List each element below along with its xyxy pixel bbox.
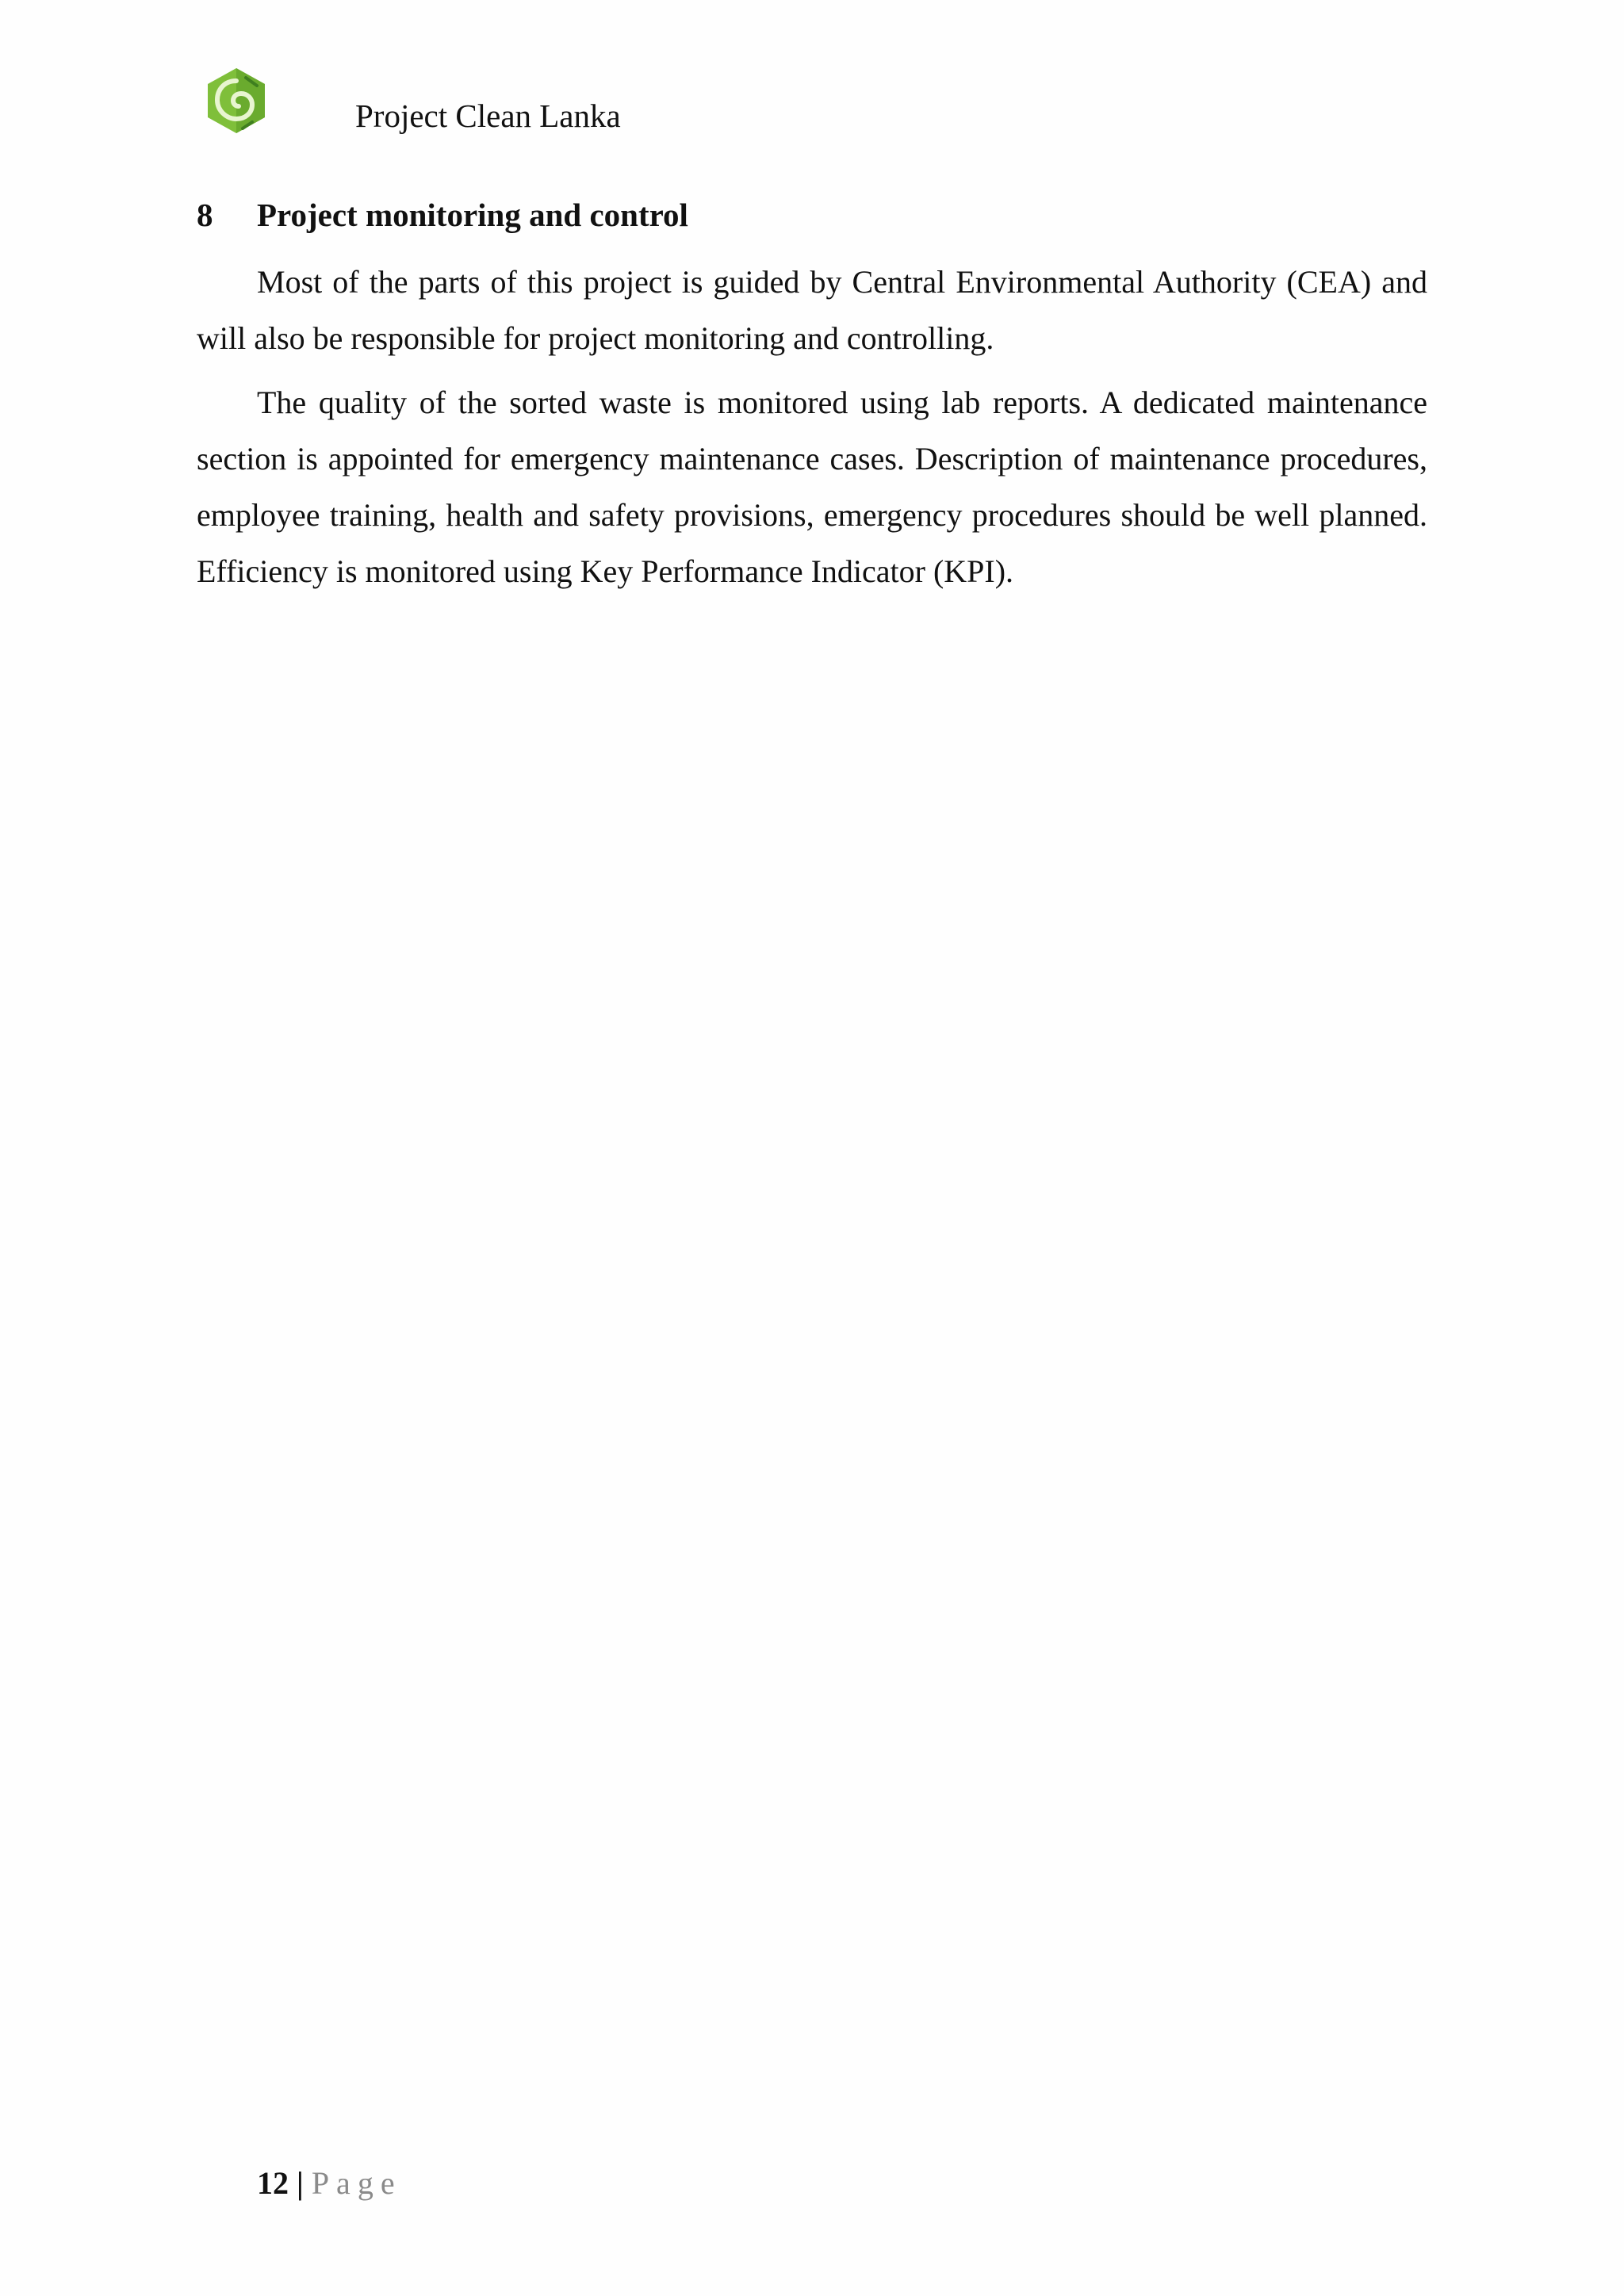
body-paragraph: Most of the parts of this project is guided by Central Environmental Authority (CEA) and will also be responsible for project monitoring and controlling. xyxy=(197,264,1427,356)
section-heading xyxy=(197,194,688,235)
page-label: Page xyxy=(311,2165,402,2201)
header-title: Project Clean Lanka xyxy=(355,98,621,134)
page-footer xyxy=(257,2163,402,2204)
footer-separator: | xyxy=(289,2165,312,2201)
project-logo-icon xyxy=(205,67,268,135)
section-title: Project monitoring and control xyxy=(257,197,688,233)
body-paragraph: The quality of the sorted waste is monitored using lab reports. A dedicated maintenance section is appointed for emergency maintenance cases. Description of maintenance procedures, employee training, health and safety provisions, emergency procedures should be well planned. Efficiency is monitored using Key Performance Indicator (KPI). xyxy=(197,385,1427,589)
section-number: 8 xyxy=(197,197,213,233)
page-number: 12 xyxy=(257,2165,289,2201)
